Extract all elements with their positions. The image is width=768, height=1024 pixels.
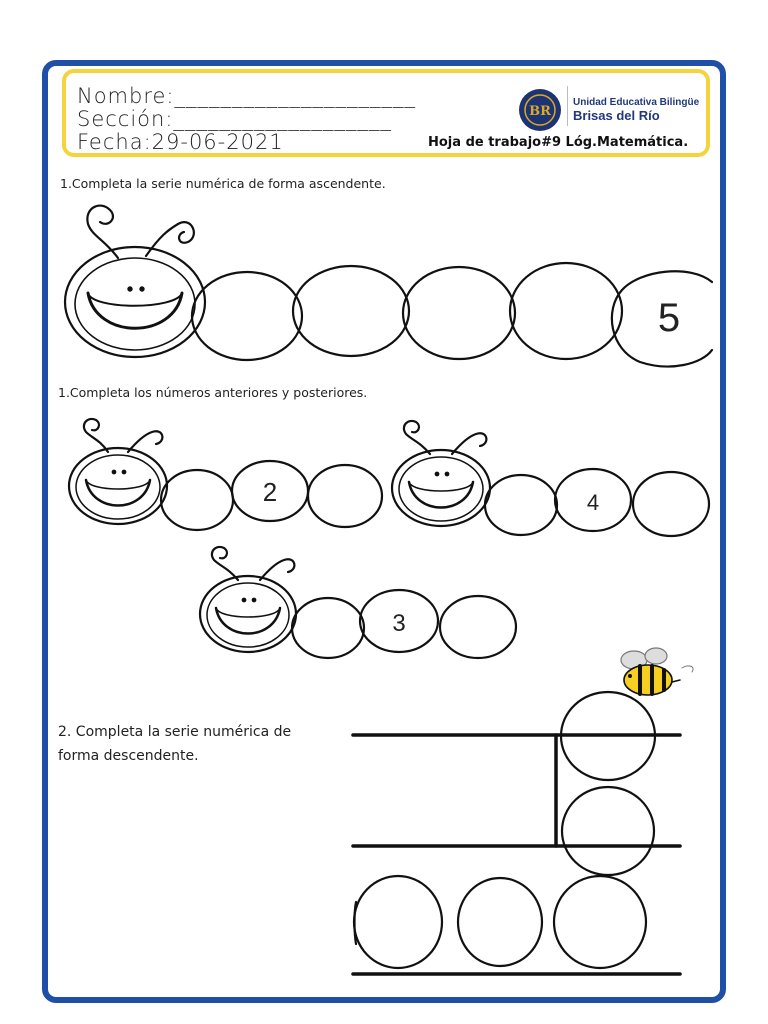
school-name: Brisas del Río	[573, 108, 660, 123]
antenna-right-icon	[260, 559, 294, 580]
answer-circle[interactable]	[510, 263, 622, 359]
given-number: 3	[392, 610, 406, 637]
antenna-right-icon	[146, 222, 194, 256]
logo-initials: BR	[529, 104, 551, 119]
antenna-left-icon	[84, 419, 108, 452]
section-field[interactable]: Sección:___________________	[77, 107, 392, 131]
caterpillar-head	[392, 450, 490, 526]
caterpillar-head	[69, 448, 167, 524]
given-number: 2	[262, 477, 278, 507]
small-caterpillar-2	[392, 421, 709, 536]
answer-circle[interactable]	[633, 472, 709, 536]
name-field[interactable]: Nombre:_____________________	[77, 84, 417, 108]
given-number: 5	[657, 296, 681, 340]
answer-circle[interactable]	[440, 596, 516, 658]
date-field: Fecha:29-06-2021	[77, 130, 284, 154]
exercise1-instruction: 1.Completa la serie numérica de forma ascendente.	[60, 176, 386, 191]
caterpillar-head	[200, 576, 296, 652]
answer-circle[interactable]	[308, 465, 382, 527]
answer-circle[interactable]	[354, 876, 442, 968]
descending-steps	[353, 735, 680, 974]
large-caterpillar	[65, 206, 712, 367]
antenna-left-icon	[212, 547, 238, 580]
school-subtitle: Unidad Educativa Bilingüe	[573, 97, 700, 108]
answer-circle[interactable]	[292, 598, 364, 658]
small-caterpillar-1	[69, 419, 382, 530]
caterpillar-head	[65, 247, 205, 357]
answer-circle[interactable]	[554, 876, 646, 968]
exercise3-instruction: 2. Completa la serie numérica de forma descendente.	[58, 724, 292, 764]
answer-circle[interactable]	[562, 787, 654, 875]
answer-circle[interactable]	[161, 470, 233, 530]
smile-icon	[88, 293, 182, 328]
answer-circle[interactable]	[192, 272, 302, 360]
answer-circle[interactable]	[458, 878, 542, 966]
bee-icon	[621, 648, 693, 695]
exercise2-instruction: 1.Completa los números anteriores y posteriores.	[58, 385, 368, 400]
answer-circle[interactable]	[485, 475, 557, 535]
antenna-left-icon	[404, 421, 430, 454]
small-caterpillar-3	[200, 547, 516, 658]
answer-circle[interactable]	[403, 267, 515, 359]
worksheet-title: Hoja de trabajo#9 Lóg.Matemática.	[428, 135, 689, 150]
answer-circle[interactable]	[293, 266, 409, 356]
given-number: 4	[586, 490, 600, 515]
